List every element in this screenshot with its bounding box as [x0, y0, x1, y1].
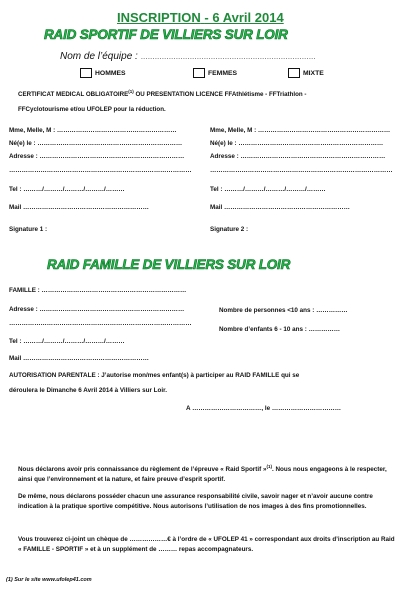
participant2-signature: Signature 2 : — [210, 226, 249, 233]
famille-mail[interactable]: Mail …………………………………………………… — [9, 355, 149, 362]
participant1-address-line2[interactable]: …………………………………………………………………………… — [9, 167, 192, 174]
certificate-sup: (1) — [128, 89, 134, 94]
participant2-birth[interactable]: Né(e) le : …………………………………………………………… — [210, 140, 384, 147]
title-date: - 6 Avril 2014 — [204, 10, 284, 25]
famille-address-line2[interactable]: …………………………………………………………………………… — [9, 320, 192, 327]
certificate-line-1 — [18, 89, 306, 98]
raid-sportif-heading: RAID SPORTIF DE VILLIERS SUR LOIR — [44, 27, 288, 42]
nb-enfants-field[interactable]: Nombre d’enfants 6 - 10 ans : …………… — [219, 326, 341, 333]
declaration-text: Nous déclarons avoir pris connaissance du règlement de l’épreuve « Raid Sportif » — [18, 466, 267, 474]
autorisation-line-2: déroulera le Dimanche 6 Avril 2014 à Villiers sur Loir. — [9, 387, 167, 394]
checkbox-box[interactable] — [80, 68, 92, 78]
team-name-label: Nom de l’équipe : — [60, 51, 138, 62]
checkbox-hommes[interactable] — [80, 68, 126, 78]
participant2-mail[interactable]: Mail …………………………………………………… — [210, 204, 350, 211]
team-name-field[interactable] — [60, 51, 316, 62]
declaration-text-b: . Nous nous engageons à le respecter, ainsi que l’environnement et la nature, et faire preuve d’esprit sportif. — [18, 466, 387, 484]
title-word: INSCRIPTION — [117, 10, 201, 25]
checkbox-label: FEMMES — [208, 69, 238, 77]
autorisation-line-1: AUTORISATION PARENTALE : J’autorise mon/mes enfant(s) à participer au RAID FAMILLE qui se — [9, 372, 300, 379]
participant2-name[interactable]: Mme, Melle, M : ……………………………………………………… — [210, 127, 391, 134]
declaration-paragraph-3: Vous trouverez ci-joint un chèque de ………………€ à l’ordre de « UFOLEP 41 » correspondant aux droits d’inscription au Raid « FAMILLE - SPORTIF » et à un supplément de ……… repas accompagnateurs. — [18, 536, 395, 553]
participant1-signature: Signature 1 : — [9, 226, 48, 233]
participant1-name[interactable]: Mme, Melle, M : ………………………………………………… — [9, 127, 177, 134]
famille-tel[interactable]: Tel : ………/………/………/………/……… — [9, 338, 125, 345]
famille-name[interactable]: FAMILLE : …………………………………………………………… — [9, 287, 187, 294]
participant1-birth[interactable]: Né(e) le : …………………………………………………………… — [9, 140, 183, 147]
team-name-dots: ………………………………………………………………… — [140, 54, 316, 61]
participant2-tel[interactable]: Tel : ………/………/………/………/……… — [210, 186, 326, 193]
checkbox-label: HOMMES — [95, 69, 126, 77]
certificate-line-2: FFCyclotourisme et/ou UFOLEP pour la réduction. — [18, 106, 166, 113]
certificate-text-b: OU PRESENTATION LICENCE FFAthlétisme - FFTriathlon - — [133, 91, 307, 99]
participant2-address[interactable]: Adresse : …………………………………………………………… — [210, 153, 386, 160]
page-title — [117, 10, 284, 25]
nb-personnes-field[interactable]: Nombre de personnes <10 ans : …………… — [219, 307, 348, 314]
checkbox-label: MIXTE — [303, 69, 324, 77]
declaration-paragraph-1 — [18, 462, 398, 485]
famille-address[interactable]: Adresse : …………………………………………………………… — [9, 306, 185, 313]
raid-famille-heading: RAID FAMILLE DE VILLIERS SUR LOIR — [47, 257, 291, 272]
participant1-mail[interactable]: Mail …………………………………………………… — [9, 204, 149, 211]
checkbox-box[interactable] — [288, 68, 300, 78]
certificate-text: CERTIFICAT MEDICAL OBLIGATOIRE — [18, 91, 129, 99]
checkbox-box[interactable] — [193, 68, 205, 78]
place-date-field[interactable]: A ……………………………, le …………………………… — [186, 405, 342, 412]
footnote: (1) Sur le site www.ufolep41.com — [6, 577, 92, 583]
declaration-paragraph-2: De même, nous déclarons posséder chacun une assurance responsabilité civile, savoir nager et n’avoir aucune contre indication à la pratique sportive compétitive. Nous autorisons l’utilisation de nos images à des fins promotionnelles. — [18, 493, 373, 510]
participant1-tel[interactable]: Tel : ………/………/………/………/……… — [9, 186, 125, 193]
declaration-sup: (1) — [266, 464, 272, 469]
checkbox-femmes[interactable] — [193, 68, 237, 78]
participant2-address-line2[interactable]: …………………………………………………………………………… — [210, 167, 393, 174]
checkbox-mixte[interactable] — [288, 68, 324, 78]
participant1-address[interactable]: Adresse : …………………………………………………………… — [9, 153, 185, 160]
